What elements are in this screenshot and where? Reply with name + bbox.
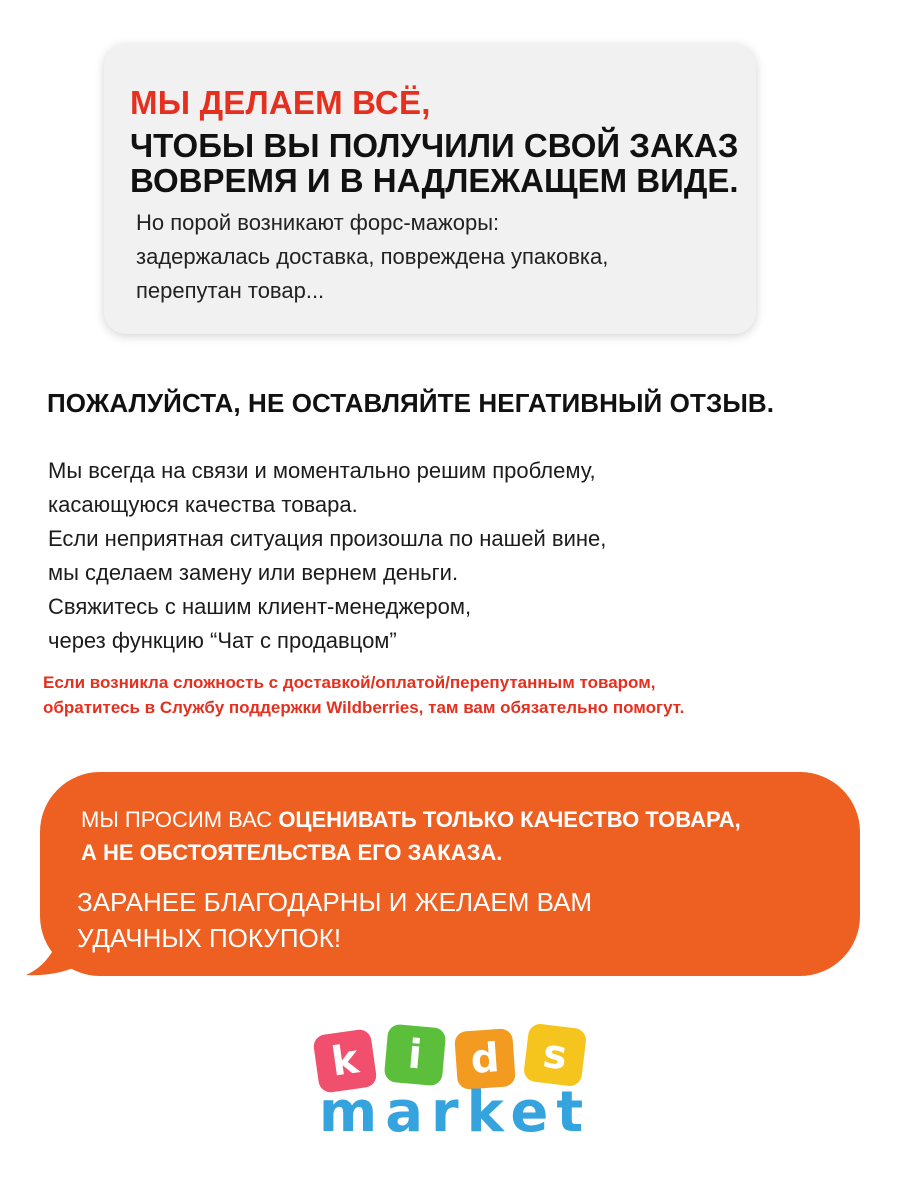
- intro-heading-black: [130, 128, 739, 198]
- logo-tile-s: [523, 1023, 588, 1088]
- intro-body-line: задержалась доставка, повреждена упаковка,: [136, 244, 609, 269]
- support-info-line: Мы всегда на связи и моментально решим проблему,: [48, 458, 596, 483]
- speech-bubble: [40, 772, 860, 976]
- intro-card: [104, 44, 756, 334]
- intro-heading-line: ЧТОБЫ ВЫ ПОЛУЧИЛИ СВОЙ ЗАКАЗ: [130, 127, 739, 164]
- intro-body: [136, 206, 608, 308]
- bubble-line-1: [81, 807, 741, 833]
- bubble-closing-line: УДАЧНЫХ ПОКУПОК!: [77, 923, 342, 953]
- support-info-line: мы сделаем замену или вернем деньги.: [48, 560, 459, 585]
- bubble-line-1-plain: МЫ ПРОСИМ ВАС: [81, 807, 279, 832]
- bubble-line-1-bold: ОЦЕНИВАТЬ ТОЛЬКО КАЧЕСТВО ТОВАРА,: [278, 807, 741, 832]
- kids-market-logo: [310, 1022, 600, 1145]
- logo-letter: s: [540, 1030, 570, 1080]
- bubble-closing: [77, 884, 592, 956]
- note-line: обратитесь в Службу поддержки Wildberries, там вам обязательно помогут.: [43, 698, 685, 717]
- bubble-closing-line: ЗАРАНЕЕ БЛАГОДАРНЫ И ЖЕЛАЕМ ВАМ: [77, 887, 593, 917]
- intro-heading-red: МЫ ДЕЛАЕМ ВСЁ,: [130, 84, 431, 121]
- support-info-line: Свяжитесь с нашим клиент-менеджером,: [48, 594, 472, 619]
- support-info: [48, 454, 606, 658]
- intro-body-line: перепутан товар...: [136, 278, 325, 303]
- logo-letter: i: [406, 1031, 424, 1079]
- support-info-line: через функцию “Чат с продавцом”: [48, 628, 397, 653]
- logo-letter: k: [328, 1036, 362, 1086]
- note-line: Если возникла сложность с доставкой/оплатой/перепутанным товаром,: [43, 673, 656, 692]
- intro-heading-line: ВОВРЕМЯ И В НАДЛЕЖАЩЕМ ВИДЕ.: [130, 162, 739, 199]
- logo-market-text: market: [318, 1080, 592, 1145]
- intro-body-line: Но порой возникают форс-мажоры:: [136, 210, 500, 235]
- support-info-line: Если неприятная ситуация произошла по нашей вине,: [48, 526, 607, 551]
- support-info-line: касающуюся качества товара.: [48, 492, 358, 517]
- logo-tile-i: [384, 1024, 447, 1087]
- logo-letter: d: [469, 1035, 501, 1083]
- bubble-line-2: А НЕ ОБСТОЯТЕЛЬСТВА ЕГО ЗАКАЗА.: [81, 840, 503, 865]
- wildberries-support-note: [43, 670, 684, 720]
- review-request-headline: ПОЖАЛУЙСТА, НЕ ОСТАВЛЯЙТЕ НЕГАТИВНЫЙ ОТЗЫВ.: [47, 388, 775, 418]
